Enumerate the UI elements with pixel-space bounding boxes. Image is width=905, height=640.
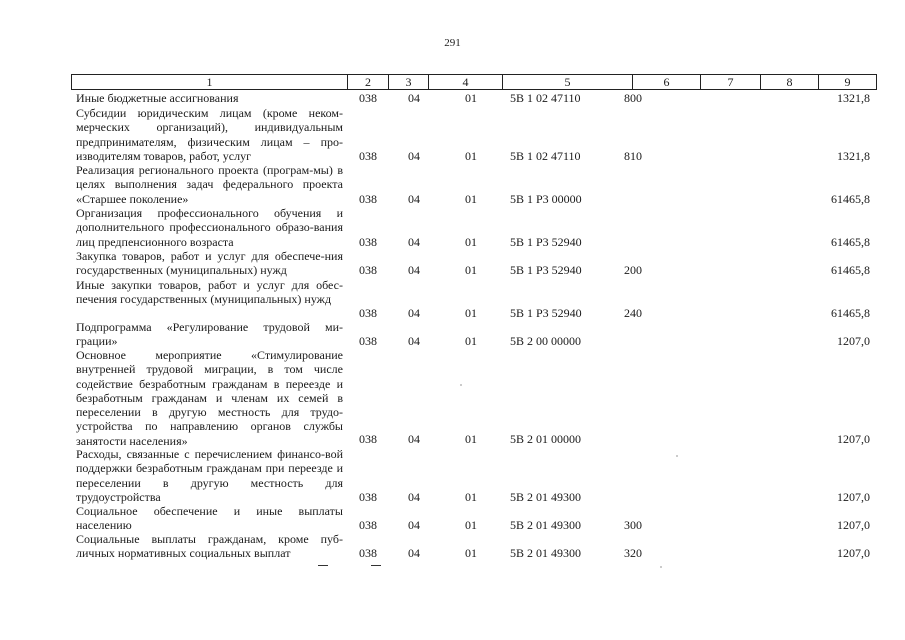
scan-speck [460,384,462,386]
cell-col-5: 5В 1 Р3 52940 [510,263,582,277]
cell-col-2: 038 [359,263,377,277]
row-description: Подпрограмма «Регулирование трудовой ми-грации» [76,320,343,349]
cell-col-3: 04 [408,149,420,163]
cell-col-4: 01 [465,432,477,446]
cell-col-6 [621,490,645,504]
scan-speck [676,455,678,457]
cell-col-3: 04 [408,334,420,348]
header-col-5: 5 [502,75,632,89]
cell-col-3: 04 [408,91,420,105]
cell-col-2: 038 [359,149,377,163]
row-description: Закупка товаров, работ и услуг для обеспече-ния государственных (муниципальных) нужд [76,249,343,278]
cell-col-2: 038 [359,306,377,320]
cell-col-6: 300 [624,518,642,532]
cell-col-9: 1321,8 [837,149,870,163]
scan-mark [318,565,328,566]
cell-col-4: 01 [465,546,477,560]
cell-col-5: 5В 2 00 00000 [510,334,582,348]
cell-col-6: 800 [624,91,642,105]
cell-col-2: 038 [359,490,377,504]
cell-col-5: 5В 2 01 49300 [510,546,582,560]
cell-col-5: 5В 1 02 47110 [510,149,581,163]
row-description: Иные закупки товаров, работ и услуг для обес-печения государственных (муниципальных) нужд [76,278,343,307]
page-number: 291 [444,37,461,49]
cell-col-4: 01 [465,263,477,277]
cell-col-3: 04 [408,235,420,249]
cell-col-2: 038 [359,192,377,206]
cell-col-2: 038 [359,91,377,105]
cell-col-9: 1207,0 [837,490,870,504]
cell-col-5: 5В 2 01 49300 [510,490,582,504]
cell-col-6 [621,432,645,446]
scan-speck [660,566,662,568]
row-description: Реализация регионального проекта (програм-мы) в целях выполнения задач федерального проекта «Старшее поколение» [76,163,343,206]
header-col-6: 6 [632,75,700,89]
header-col-8: 8 [760,75,818,89]
cell-col-2: 038 [359,432,377,446]
cell-col-6 [621,235,645,249]
cell-col-5: 5В 1 Р3 52940 [510,306,582,320]
cell-col-4: 01 [465,149,477,163]
cell-col-2: 038 [359,546,377,560]
cell-col-9: 1207,0 [837,432,870,446]
scan-mark [371,565,381,566]
header-col-3: 3 [388,75,428,89]
cell-col-6: 810 [624,149,642,163]
header-col-1: 1 [206,75,213,89]
cell-col-6: 240 [624,306,642,320]
row-description: Расходы, связанные с перечислением финансо-вой поддержки безработным гражданам при переезде и переселении в другую местность для трудоустройства [76,447,343,504]
cell-col-5: 5В 1 02 47110 [510,91,581,105]
cell-col-3: 04 [408,518,420,532]
cell-col-2: 038 [359,334,377,348]
cell-col-2: 038 [359,235,377,249]
cell-col-6 [621,334,645,348]
cell-col-3: 04 [408,263,420,277]
cell-col-5: 5В 2 01 00000 [510,432,582,446]
cell-col-9: 61465,8 [831,263,870,277]
cell-col-3: 04 [408,192,420,206]
cell-col-9: 61465,8 [831,235,870,249]
cell-col-4: 01 [465,490,477,504]
cell-col-9: 1207,0 [837,518,870,532]
cell-col-9: 1207,0 [837,546,870,560]
cell-col-9: 61465,8 [831,306,870,320]
cell-col-6 [621,192,645,206]
row-description: Социальное обеспечение и иные выплаты населению [76,504,343,533]
cell-col-4: 01 [465,334,477,348]
header-col-2: 2 [347,75,388,89]
cell-col-9: 1207,0 [837,334,870,348]
row-description: Иные бюджетные ассигнования [76,91,239,105]
cell-col-3: 04 [408,490,420,504]
cell-col-9: 1321,8 [837,91,870,105]
row-description: Субсидии юридическим лицам (кроме неком-мерческих организаций), индивидуальным предпринимателям, физическим лицам – про-изводителям товаров, работ, услуг [76,106,343,163]
cell-col-6: 200 [624,263,642,277]
header-col-4: 4 [428,75,502,89]
cell-col-4: 01 [465,518,477,532]
cell-col-6: 320 [624,546,642,560]
cell-col-9: 61465,8 [831,192,870,206]
row-description: Социальные выплаты гражданам, кроме пуб-личных нормативных социальных выплат [76,532,343,561]
cell-col-5: 5В 1 Р3 00000 [510,192,582,206]
cell-col-2: 038 [359,518,377,532]
cell-col-5: 5В 2 01 49300 [510,518,582,532]
cell-col-5: 5В 1 Р3 52940 [510,235,582,249]
cell-col-4: 01 [465,91,477,105]
cell-col-4: 01 [465,235,477,249]
table-header [71,74,877,90]
header-col-7: 7 [700,75,760,89]
row-description: Основное мероприятие «Стимулирование внутренней трудовой миграции, в том числе содействие безработным гражданам в переезде и безработным гражданам и членам их семей в переселении в другую местность для трудо-устройства по направлению органов службы занятости населения» [76,348,343,448]
cell-col-4: 01 [465,306,477,320]
cell-col-3: 04 [408,432,420,446]
cell-col-3: 04 [408,546,420,560]
header-col-9: 9 [818,75,876,89]
row-description: Организация профессионального обучения и дополнительного профессионального образо-вания лиц предпенсионного возраста [76,206,343,249]
cell-col-4: 01 [465,192,477,206]
cell-col-3: 04 [408,306,420,320]
